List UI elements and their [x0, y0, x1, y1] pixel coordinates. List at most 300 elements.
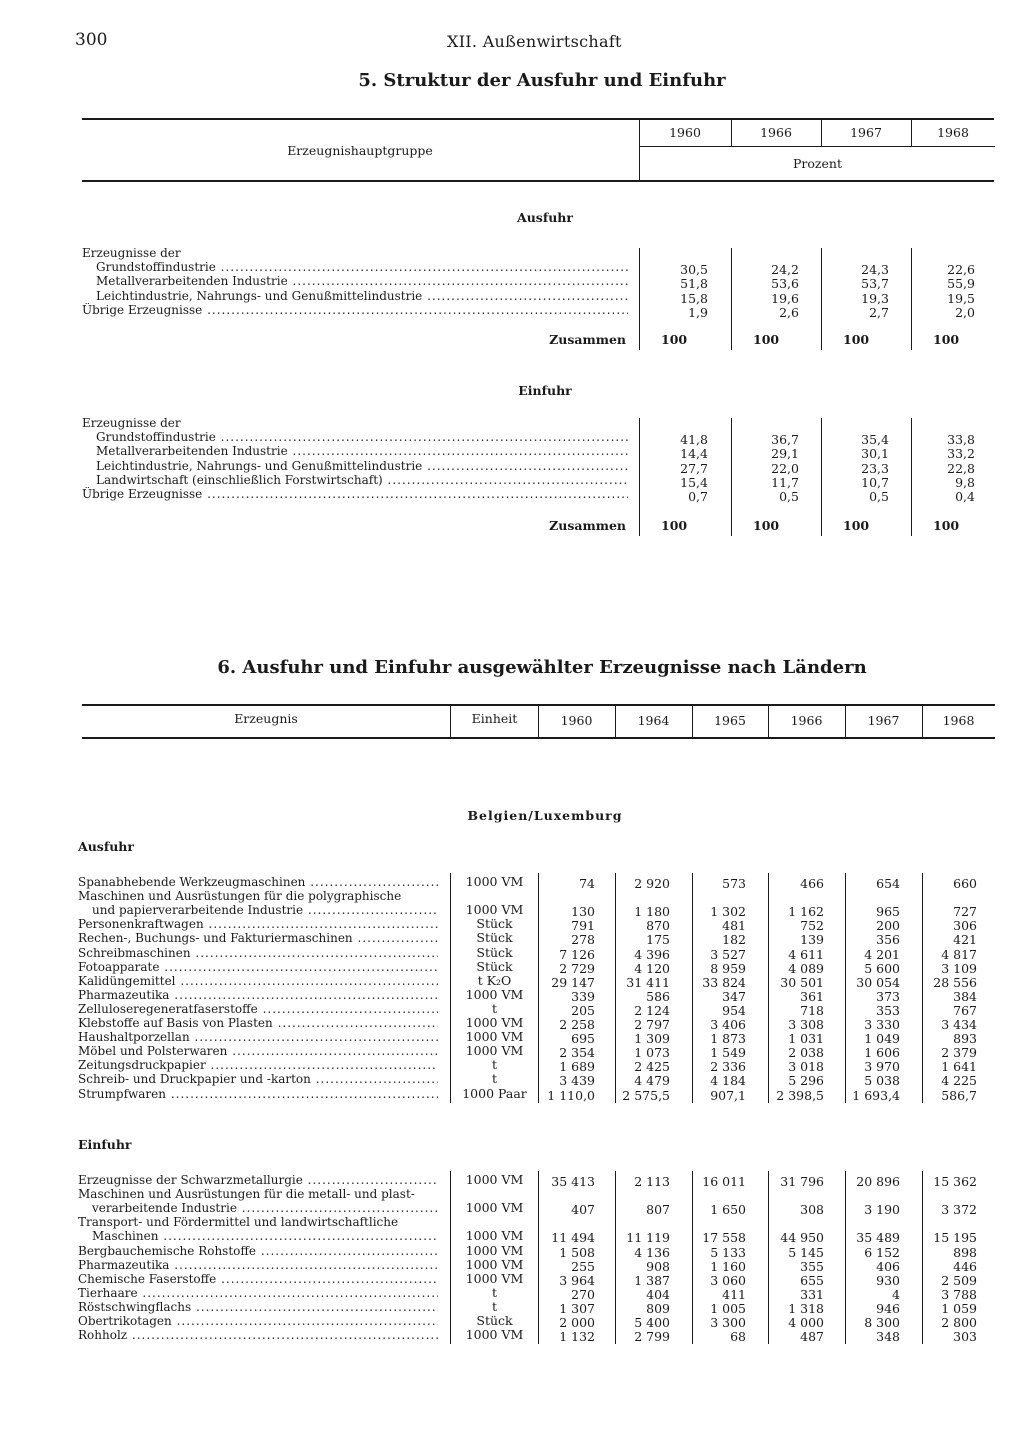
table6-ausfuhr-value: 2 425: [634, 1059, 670, 1075]
table6-column-separator: [615, 1171, 616, 1344]
table6-einfuhr-unit: 1000 VM: [465, 1200, 524, 1216]
table6-ausfuhr-value: 3 527: [710, 946, 746, 962]
table6-ausfuhr-value: 3 439: [559, 1073, 595, 1089]
table6-einfuhr-value: 946: [876, 1300, 900, 1316]
table5-year-header: 1966: [760, 125, 792, 140]
table6-ausfuhr-value: 30 501: [780, 974, 824, 990]
table6-einfuhr-unit: 1000 VM: [465, 1256, 524, 1272]
table6-ausfuhr-row-label: Pharmazeutika .....: [78, 988, 438, 1002]
table6-ausfuhr-row-label: Schreib- und Druckpapier und -karton .....: [78, 1072, 438, 1086]
table6-ausfuhr-unit: 1000 VM: [465, 902, 524, 918]
table6-ausfuhr-row-label: und papierverarbeitende Industrie .....: [92, 903, 438, 917]
table6-column-separator: [922, 873, 923, 1103]
table6-ausfuhr-row-label: Möbel und Polsterwaren .....: [78, 1044, 438, 1058]
table5-einfuhr-value: 0,5: [779, 489, 799, 505]
table6-ausfuhr-row-label: Rechen-, Buchungs- und Fakturiermaschinen .....: [78, 931, 438, 945]
table6-column-separator: [922, 1171, 923, 1344]
table6-ausfuhr-unit: 1000 VM: [465, 1029, 524, 1045]
table5-column-separator: [911, 418, 912, 536]
table6-ausfuhr-row-label: Kalidüngemittel .....: [78, 974, 438, 988]
table5-ausfuhr-row-label: Grundstoffindustrie .....: [96, 260, 628, 274]
table6-ausfuhr-value: 1 549: [710, 1045, 746, 1061]
table6-ausfuhr-value: 1 031: [788, 1031, 824, 1047]
table6-ausfuhr-value: 3 308: [788, 1017, 824, 1032]
table6-einfuhr-value: 270: [571, 1286, 595, 1302]
table6-einfuhr-value: 11 494: [551, 1230, 595, 1246]
table6-ausfuhr-value: 421: [953, 932, 977, 948]
table6-ausfuhr-value: 2 336: [710, 1059, 746, 1075]
table5-einfuhr-value: 35,4: [861, 432, 889, 447]
table5-einfuhr-value: 10,7: [861, 474, 889, 490]
table6-einfuhr-value: 20 896: [856, 1174, 900, 1189]
table6-einfuhr-unit: t: [491, 1298, 498, 1314]
table5-einfuhr-row-label: Übrige Erzeugnisse .....: [82, 487, 628, 501]
table6-ausfuhr-value: 3 018: [788, 1059, 824, 1075]
table6-einfuhr-value: 3 300: [710, 1315, 746, 1330]
table5-column-separator: [639, 418, 640, 536]
table6-einfuhr-row-label: Chemische Faserstoffe .....: [78, 1272, 438, 1286]
table6-ausfuhr-row-label: Maschinen und Ausrüstungen für die polygraphische: [78, 889, 402, 904]
table5-einfuhr-total: 100: [753, 518, 780, 533]
table6-column-separator: [615, 873, 616, 1103]
table6-einfuhr-value: 1 387: [634, 1272, 670, 1288]
table6-einfuhr-value: 3 964: [559, 1272, 595, 1288]
table6-ausfuhr-value: 1 302: [710, 904, 746, 920]
table5-title: 5. Struktur der Ausfuhr und Einfuhr: [358, 70, 726, 91]
table6-ausfuhr-value: 3 434: [941, 1017, 977, 1032]
table6-einfuhr-value: 3 372: [941, 1202, 977, 1218]
table6-year-header: 1967: [867, 713, 900, 728]
table6-einfuhr-row-label: Maschinen .....: [92, 1229, 438, 1243]
table6-einfuhr-value: 1 307: [559, 1300, 595, 1316]
table5-ausfuhr-value: 2,0: [955, 304, 975, 320]
table6-column-separator: [845, 873, 846, 1103]
table5-column-separator: [639, 248, 640, 350]
table6-einfuhr-value: 3 190: [864, 1202, 900, 1218]
table6-einfuhr-value: 2 800: [941, 1315, 977, 1330]
table6-ausfuhr-unit: 1000 VM: [465, 874, 524, 889]
table6-ausfuhr-unit: 1000 Paar: [462, 1085, 527, 1101]
table6-column-separator: [768, 1171, 769, 1344]
table6-ausfuhr-value: 4 396: [634, 946, 670, 962]
table6-ausfuhr-value: 727: [953, 904, 977, 920]
table6-ausfuhr-row-label: Strumpfwaren .....: [78, 1087, 438, 1101]
table6-ausfuhr-value: 893: [953, 1031, 977, 1047]
table6-ausfuhr-value: 1 162: [788, 904, 824, 920]
table6-year-header: 1965: [714, 713, 746, 728]
page-number: 300: [75, 30, 108, 50]
table6-einfuhr-value: 68: [730, 1329, 746, 1345]
table6-ausfuhr-value: 767: [953, 1002, 977, 1018]
table6-section-ausfuhr: Ausfuhr: [78, 839, 134, 854]
table6-einfuhr-value: 31 796: [780, 1174, 824, 1189]
table6-ausfuhr-value: 718: [800, 1002, 824, 1018]
table6-ausfuhr-value: 2 258: [559, 1017, 595, 1032]
table6-ausfuhr-value: 752: [800, 918, 824, 934]
table6-ausfuhr-value: 28 556: [933, 974, 977, 990]
table5-einfuhr-value: 41,8: [680, 432, 708, 447]
table5-ausfuhr-value: 30,5: [680, 262, 708, 277]
table5-column-separator: [821, 418, 822, 536]
table6-ausfuhr-value: 3 406: [710, 1017, 746, 1032]
table6-einfuhr-row-label: Maschinen und Ausrüstungen für die metall- und plast-: [78, 1187, 415, 1202]
table5-group-header: Erzeugnishauptgruppe: [287, 143, 433, 158]
table6-einfuhr-unit: Stück: [476, 1313, 513, 1328]
table6-ausfuhr-value: 4 817: [941, 946, 977, 962]
table6-einfuhr-value: 4 136: [634, 1244, 670, 1260]
table5-ausfuhr-total: 100: [843, 332, 870, 347]
table6-ausfuhr-value: 481: [722, 918, 746, 934]
table6-column-separator: [845, 1171, 846, 1344]
table5-ausfuhr-value: 24,2: [771, 262, 799, 277]
table6-einfuhr-value: 8 300: [864, 1315, 900, 1330]
table6-ausfuhr-value: 654: [876, 876, 900, 891]
table5-column-separator: [821, 248, 822, 350]
table6-title: 6. Ausfuhr und Einfuhr ausgewählter Erzeugnisse nach Ländern: [217, 657, 867, 678]
table6-ausfuhr-value: 1 110,0: [547, 1087, 595, 1103]
table5-ausfuhr-total: 100: [933, 332, 960, 347]
table5-column-separator: [911, 248, 912, 350]
table6-ausfuhr-value: 29 147: [551, 974, 595, 990]
table6-einfuhr-value: 655: [800, 1272, 824, 1288]
table6-ausfuhr-value: 139: [800, 932, 824, 948]
table5-einfuhr-intro: Erzeugnisse der: [82, 415, 181, 430]
table5-ausfuhr-value: 53,6: [771, 276, 799, 292]
table6-ausfuhr-value: 1 641: [941, 1059, 977, 1075]
table5-ausfuhr-value: 19,3: [861, 290, 889, 306]
table5-einfuhr-value: 22,0: [771, 460, 799, 476]
table5-einfuhr-value: 30,1: [861, 446, 889, 462]
table6-ausfuhr-value: 130: [571, 904, 595, 920]
table6-ausfuhr-value: 4 225: [941, 1073, 977, 1089]
table6-einfuhr-value: 35 413: [551, 1174, 595, 1189]
table5-ausfuhr-intro: Erzeugnisse der: [82, 245, 181, 260]
table6-ausfuhr-value: 791: [571, 918, 595, 934]
table5-einfuhr-value: 29,1: [771, 446, 799, 462]
table5-section-einfuhr: Einfuhr: [518, 383, 572, 398]
table6-ausfuhr-value: 200: [876, 918, 900, 934]
table6-einfuhr-value: 5 145: [788, 1244, 824, 1260]
table6-ausfuhr-value: 205: [571, 1002, 595, 1018]
table5-ausfuhr-value: 19,5: [947, 290, 975, 306]
table6-einfuhr-unit: 1000 VM: [465, 1172, 524, 1187]
table6-einfuhr-value: 2 509: [941, 1272, 977, 1288]
table6-ausfuhr-value: 1 689: [559, 1059, 595, 1075]
table5-ausfuhr-value: 53,7: [861, 276, 889, 292]
table6-ausfuhr-row-label: Klebstoffe auf Basis von Plasten .....: [78, 1016, 438, 1030]
table5-einfuhr-value: 27,7: [680, 460, 708, 476]
table6-einfuhr-value: 487: [800, 1329, 824, 1345]
table5-ausfuhr-row-label: Übrige Erzeugnisse .....: [82, 303, 628, 317]
table5-ausfuhr-value: 2,7: [869, 304, 889, 320]
table6-country: Belgien/Luxemburg: [467, 808, 623, 823]
table6-einfuhr-value: 406: [876, 1258, 900, 1274]
table6-ausfuhr-value: 1 309: [634, 1031, 670, 1047]
table6-ausfuhr-value: 353: [876, 1002, 900, 1018]
table6-einfuhr-value: 407: [571, 1202, 595, 1218]
table6-ausfuhr-row-label: Zelluloseregeneratfaserstoffe .....: [78, 1002, 438, 1016]
table6-ausfuhr-value: 4 611: [788, 946, 824, 962]
table6-einfuhr-row-label: verarbeitende Industrie .....: [92, 1201, 438, 1215]
table6-ausfuhr-value: 954: [722, 1002, 746, 1018]
table5-einfuhr-value: 15,4: [680, 474, 708, 490]
table6-einfuhr-row-label: Transport- und Fördermittel und landwirtschaftliche: [78, 1215, 399, 1230]
table6-ausfuhr-value: 2 379: [941, 1045, 977, 1061]
table6-ausfuhr-value: 965: [876, 904, 900, 920]
table5-einfuhr-value: 9,8: [955, 474, 975, 490]
table6-einfuhr-value: 1 005: [710, 1300, 746, 1316]
table5-einfuhr-row-label: Leichtindustrie, Nahrungs- und Genußmittelindustrie .....: [96, 459, 628, 473]
chapter-title: XII. Außenwirtschaft: [447, 32, 622, 51]
table6-ausfuhr-unit: Stück: [476, 944, 513, 960]
table6-einfuhr-value: 930: [876, 1272, 900, 1288]
table6-einfuhr-value: 15 195: [933, 1230, 977, 1246]
table6-einfuhr-value: 908: [646, 1258, 670, 1274]
table6-unit-header: Einheit: [471, 711, 518, 726]
table6-einfuhr-value: 11 119: [626, 1230, 670, 1246]
table6-ausfuhr-value: 1 073: [634, 1045, 670, 1061]
table6-einfuhr-value: 1 160: [710, 1258, 746, 1274]
table6-ausfuhr-unit: 1000 VM: [465, 986, 524, 1002]
table6-einfuhr-row-label: Röstschwingflachs .....: [78, 1300, 438, 1314]
table6-ausfuhr-value: 870: [646, 918, 670, 934]
table6-ausfuhr-unit: t: [491, 1071, 498, 1087]
table6-einfuhr-unit: 1000 VM: [465, 1242, 524, 1258]
table5-einfuhr-value: 33,8: [947, 432, 975, 447]
table6-einfuhr-value: 446: [953, 1258, 977, 1274]
table6-ausfuhr-value: 4 120: [634, 960, 670, 976]
table6-ausfuhr-value: 2 920: [634, 876, 670, 891]
table6-einfuhr-value: 6 152: [864, 1244, 900, 1260]
table5-einfuhr-value: 22,8: [947, 460, 975, 476]
table6-ausfuhr-value: 33 824: [702, 974, 746, 990]
table5-einfuhr-row-label: Grundstoffindustrie .....: [96, 430, 628, 444]
table6-einfuhr-value: 411: [722, 1286, 746, 1302]
table6-einfuhr-value: 1 650: [710, 1202, 746, 1218]
table6-einfuhr-value: 807: [646, 1202, 670, 1218]
table6-ausfuhr-value: 2 124: [634, 1002, 670, 1018]
table5-header-bottom-rule: [82, 180, 994, 182]
table6-einfuhr-value: 355: [800, 1258, 824, 1274]
table6-ausfuhr-value: 3 109: [941, 960, 977, 976]
table5-section-ausfuhr: Ausfuhr: [517, 210, 573, 225]
table5-ausfuhr-row-label: Leichtindustrie, Nahrungs- und Genußmittelindustrie .....: [96, 289, 628, 303]
table6-ausfuhr-unit: t K₂O: [477, 972, 512, 988]
table6-column-separator: [692, 1171, 693, 1344]
table6-ausfuhr-unit: t: [491, 1057, 498, 1073]
table6-ausfuhr-unit: 1000 VM: [465, 1043, 524, 1059]
table6-column-separator: [450, 1171, 451, 1344]
table6-ausfuhr-row-label: Personenkraftwagen .....: [78, 917, 438, 931]
table6-einfuhr-value: 308: [800, 1202, 824, 1218]
table6-column-separator: [538, 873, 539, 1103]
table6-einfuhr-value: 5 133: [710, 1244, 746, 1260]
table6-einfuhr-value: 303: [953, 1329, 977, 1345]
table6-ausfuhr-value: 175: [646, 932, 670, 948]
table5-ausfuhr-value: 22,6: [947, 262, 975, 277]
table6-ausfuhr-value: 384: [953, 988, 977, 1004]
table6-year-header: 1960: [560, 713, 593, 728]
table6-ausfuhr-unit: Stück: [476, 916, 513, 932]
table6-ausfuhr-value: 3 330: [864, 1017, 900, 1032]
table6-ausfuhr-value: 347: [722, 988, 746, 1004]
table6-ausfuhr-value: 7 126: [559, 946, 595, 962]
table6-ausfuhr-value: 31 411: [626, 974, 670, 990]
table5-ausfuhr-value: 1,9: [688, 304, 708, 320]
table5-einfuhr-value: 36,7: [771, 432, 799, 447]
table5-einfuhr-total: 100: [661, 518, 688, 533]
table6-einfuhr-value: 2 799: [634, 1329, 670, 1345]
table6-einfuhr-row-label: Tierhaare .....: [78, 1286, 438, 1300]
table6-ausfuhr-value: 4 089: [788, 960, 824, 976]
table6-ausfuhr-value: 2 398,5: [776, 1087, 824, 1103]
table6-einfuhr-row-label: Pharmazeutika .....: [78, 1258, 438, 1272]
table6-ausfuhr-value: 5 038: [864, 1073, 900, 1089]
table6-einfuhr-value: 2 000: [559, 1315, 595, 1330]
table6-ausfuhr-value: 4 184: [710, 1073, 746, 1089]
table6-einfuhr-value: 898: [953, 1244, 977, 1260]
table6-ausfuhr-value: 1 693,4: [852, 1087, 900, 1103]
table5-einfuhr-row-label: Landwirtschaft (einschließlich Forstwirtschaft) .....: [96, 473, 628, 487]
table6-einfuhr-value: 15 362: [933, 1174, 977, 1189]
table6-ausfuhr-value: 660: [953, 876, 977, 891]
table6-einfuhr-value: 17 558: [702, 1230, 746, 1246]
table6-einfuhr-unit: 1000 VM: [465, 1270, 524, 1286]
table6-einfuhr-value: 4 000: [788, 1315, 824, 1330]
table6-ausfuhr-value: 2 729: [559, 960, 595, 976]
table6-einfuhr-value: 331: [800, 1286, 824, 1302]
table6-einfuhr-row-label: Bergbauchemische Rohstoffe .....: [78, 1244, 438, 1258]
table6-column-separator: [692, 873, 693, 1103]
table6-ausfuhr-value: 30 054: [856, 974, 900, 990]
table6-ausfuhr-value: 278: [571, 932, 595, 948]
table6-ausfuhr-unit: Stück: [476, 930, 513, 946]
table6-einfuhr-value: 35 489: [856, 1230, 900, 1246]
table5-einfuhr-total: 100: [933, 518, 960, 533]
table6-product-header: Erzeugnis: [234, 711, 298, 726]
table6-ausfuhr-value: 373: [876, 988, 900, 1004]
table6-einfuhr-value: 3 060: [710, 1272, 746, 1288]
table6-ausfuhr-value: 361: [800, 988, 824, 1004]
table5-einfuhr-value: 14,4: [680, 446, 708, 462]
table5-ausfuhr-value: 15,8: [680, 290, 708, 306]
table6-einfuhr-value: 404: [646, 1286, 670, 1302]
table5-einfuhr-value: 23,3: [861, 460, 889, 476]
table6-ausfuhr-value: 2 354: [559, 1045, 595, 1061]
table5-einfuhr-value: 11,7: [771, 474, 799, 490]
table6-ausfuhr-value: 586: [646, 988, 670, 1004]
table5-ausfuhr-value: 51,8: [680, 276, 708, 292]
table6-ausfuhr-value: 1 873: [710, 1031, 746, 1047]
table5-unit-header: Prozent: [793, 156, 842, 171]
table6-ausfuhr-value: 573: [722, 876, 746, 891]
table6-ausfuhr-row-label: Schreibmaschinen .....: [78, 946, 438, 960]
table6-ausfuhr-value: 3 970: [864, 1059, 900, 1075]
table5-ausfuhr-value: 55,9: [947, 276, 975, 292]
table5-column-separator: [731, 418, 732, 536]
table6-ausfuhr-value: 2 038: [788, 1045, 824, 1061]
table6-year-header: 1966: [790, 713, 823, 728]
table6-ausfuhr-row-label: Fotoapparate .....: [78, 960, 438, 974]
table6-ausfuhr-value: 2 575,5: [622, 1087, 670, 1103]
table6-column-separator: [450, 873, 451, 1103]
table6-ausfuhr-value: 907,1: [710, 1087, 746, 1103]
table6-einfuhr-value: 809: [646, 1300, 670, 1316]
table5-year-header: 1960: [669, 125, 701, 140]
table6-ausfuhr-row-label: Haushaltporzellan .....: [78, 1030, 438, 1044]
table6-column-separator: [768, 873, 769, 1103]
table6-einfuhr-row-label: Rohholz .....: [78, 1328, 438, 1342]
table6-year-header: 1964: [637, 713, 670, 728]
table6-ausfuhr-value: 306: [953, 918, 977, 934]
table5-einfuhr-total: 100: [843, 518, 870, 533]
table6-einfuhr-unit: 1000 VM: [465, 1327, 524, 1343]
table5-ausfuhr-value: 19,6: [771, 290, 799, 306]
table5-ausfuhr-total: 100: [661, 332, 688, 347]
table6-ausfuhr-value: 74: [579, 876, 595, 891]
table6-einfuhr-value: 1 132: [559, 1329, 595, 1345]
table6-column-separator: [538, 1171, 539, 1344]
table6-ausfuhr-value: 182: [722, 932, 746, 948]
table6-einfuhr-value: 1 059: [941, 1300, 977, 1316]
table6-ausfuhr-value: 8 959: [710, 960, 746, 976]
table6-ausfuhr-value: 695: [571, 1031, 595, 1047]
table6-year-header: 1968: [942, 713, 975, 728]
table6-einfuhr-unit: 1000 VM: [465, 1228, 524, 1244]
table6-ausfuhr-value: 586,7: [941, 1087, 977, 1103]
table6-einfuhr-unit: t: [491, 1284, 498, 1300]
table6-einfuhr-value: 16 011: [702, 1174, 746, 1189]
table6-ausfuhr-unit: t: [491, 1000, 498, 1016]
table6-einfuhr-value: 3 788: [941, 1286, 977, 1302]
table6-ausfuhr-value: 466: [800, 876, 824, 891]
table6-ausfuhr-value: 356: [876, 932, 900, 948]
table6-ausfuhr-value: 5 296: [788, 1073, 824, 1089]
table6-ausfuhr-value: 1 180: [634, 904, 670, 920]
table5-ausfuhr-value: 2,6: [779, 304, 799, 320]
table5-year-rule: [640, 146, 995, 147]
table5-ausfuhr-total: 100: [753, 332, 780, 347]
table5-einfuhr-value: 33,2: [947, 446, 975, 462]
table6-einfuhr-row-label: Obertrikotagen .....: [78, 1314, 438, 1328]
table6-einfuhr-value: 2 113: [634, 1174, 670, 1189]
table6-ausfuhr-value: 1 606: [864, 1045, 900, 1061]
table5-einfuhr-value: 0,7: [688, 489, 708, 505]
table5-einfuhr-value: 0,4: [955, 489, 975, 505]
table6-einfuhr-value: 1 508: [559, 1244, 595, 1260]
table5-einfuhr-total-label: Zusammen: [549, 518, 626, 533]
table6-einfuhr-value: 4: [892, 1286, 900, 1302]
table6-einfuhr-value: 255: [571, 1258, 595, 1274]
table6-ausfuhr-value: 4 201: [864, 946, 900, 962]
table6-einfuhr-value: 5 400: [634, 1315, 670, 1330]
table5-ausfuhr-row-label: Metallverarbeitenden Industrie .....: [96, 274, 628, 288]
table5-column-separator: [731, 248, 732, 350]
table6-einfuhr-value: 1 318: [788, 1300, 824, 1316]
table6-ausfuhr-value: 2 797: [634, 1017, 670, 1032]
table6-ausfuhr-value: 339: [571, 988, 595, 1004]
table6-ausfuhr-value: 4 479: [634, 1073, 670, 1089]
table6-einfuhr-row-label: Erzeugnisse der Schwarzmetallurgie .....: [78, 1173, 438, 1187]
table6-ausfuhr-unit: 1000 VM: [465, 1015, 524, 1030]
table5-einfuhr-value: 0,5: [869, 489, 889, 505]
table5-top-rule: [82, 118, 994, 120]
table5-year-header: 1968: [937, 125, 969, 140]
table5-ausfuhr-total-label: Zusammen: [549, 332, 626, 347]
table5-year-header: 1967: [850, 125, 882, 140]
table6-ausfuhr-row-label: Zeitungsdruckpapier .....: [78, 1058, 438, 1072]
table6-einfuhr-value: 44 950: [780, 1230, 824, 1246]
